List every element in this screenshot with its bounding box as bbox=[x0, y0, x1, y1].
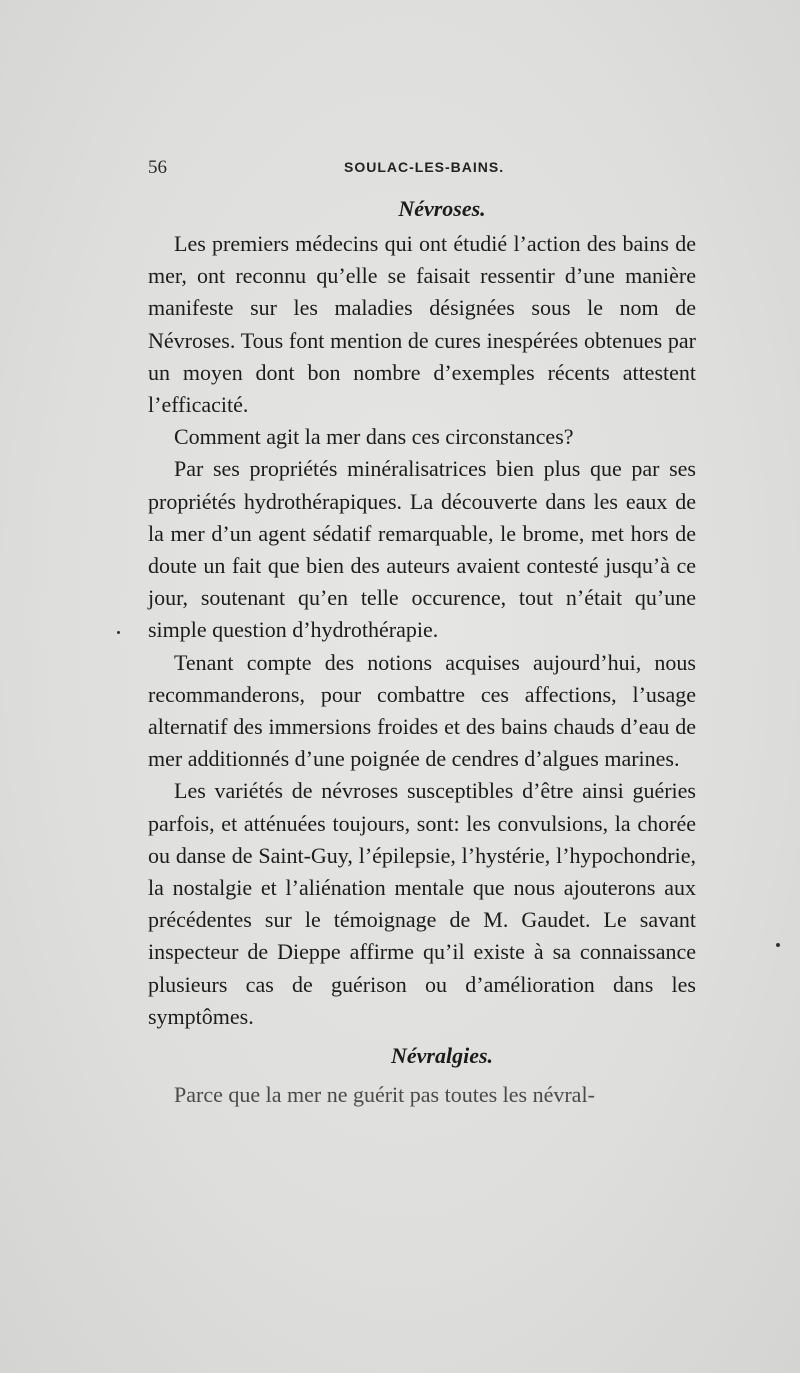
page-number: 56 bbox=[148, 157, 167, 178]
paragraph: Tenant compte des notions acquises aujourd’hui, nous recommanderons, pour combattre ces affections, l’usage alternatif des immersions froides et des bains chauds d’eau de mer additionnés d’une poignée de cendres d’algues marines. bbox=[148, 649, 696, 772]
paragraph: Les premiers médecins qui ont étudié l’action des bains de mer, ont reconnu qu’elle se faisait ressentir d’une manière manifeste sur les maladies désignées sous le nom de Névroses. Tous font mention de cures inespérées obtenues par un moyen dont bon nombre d’exemples récents attestent l’efficacité. bbox=[148, 231, 696, 418]
section-title-nevroses: Névroses. bbox=[398, 196, 486, 221]
ink-speck bbox=[117, 631, 120, 634]
paragraph: Par ses propriétés minéralisatrices bien plus que par ses propriétés hydrothérapiques. La découverte dans les eaux de la mer d’un agent sédatif remarquable, le brome, met hors de doute un fait que bien des auteurs avaient contesté jusqu’à ce jour, soutenant qu’en telle occurence, tout n’était qu’une simple question d’hydrothérapie. bbox=[148, 456, 696, 643]
paragraph: Les variétés de névroses susceptibles d’être ainsi guéries parfois, et atténuées toujours, sont: les convulsions, la chorée ou danse de Saint-Guy, l’épilepsie, l’hystérie, l’hypochondrie, la nostalgie et l’aliénation mentale que nous ajouterons aux précédentes sur le témoignage de M. Gaudet. Le savant inspecteur de Dieppe affirme qu’il existe à sa connaissance plusieurs cas de guérison ou d’amélioration dans les symptômes. bbox=[148, 778, 696, 1029]
body-text bbox=[148, 190, 696, 1111]
running-title: SOULAC-LES-BAINS. bbox=[344, 159, 505, 175]
ink-speck bbox=[776, 943, 780, 947]
paragraph: Parce que la mer ne guérit pas toutes les névral- bbox=[174, 1082, 595, 1108]
paragraph: Comment agit la mer dans ces circonstances? bbox=[174, 424, 574, 450]
running-head bbox=[148, 157, 696, 181]
section-title-nevralgies: Névralgies. bbox=[390, 1043, 494, 1069]
